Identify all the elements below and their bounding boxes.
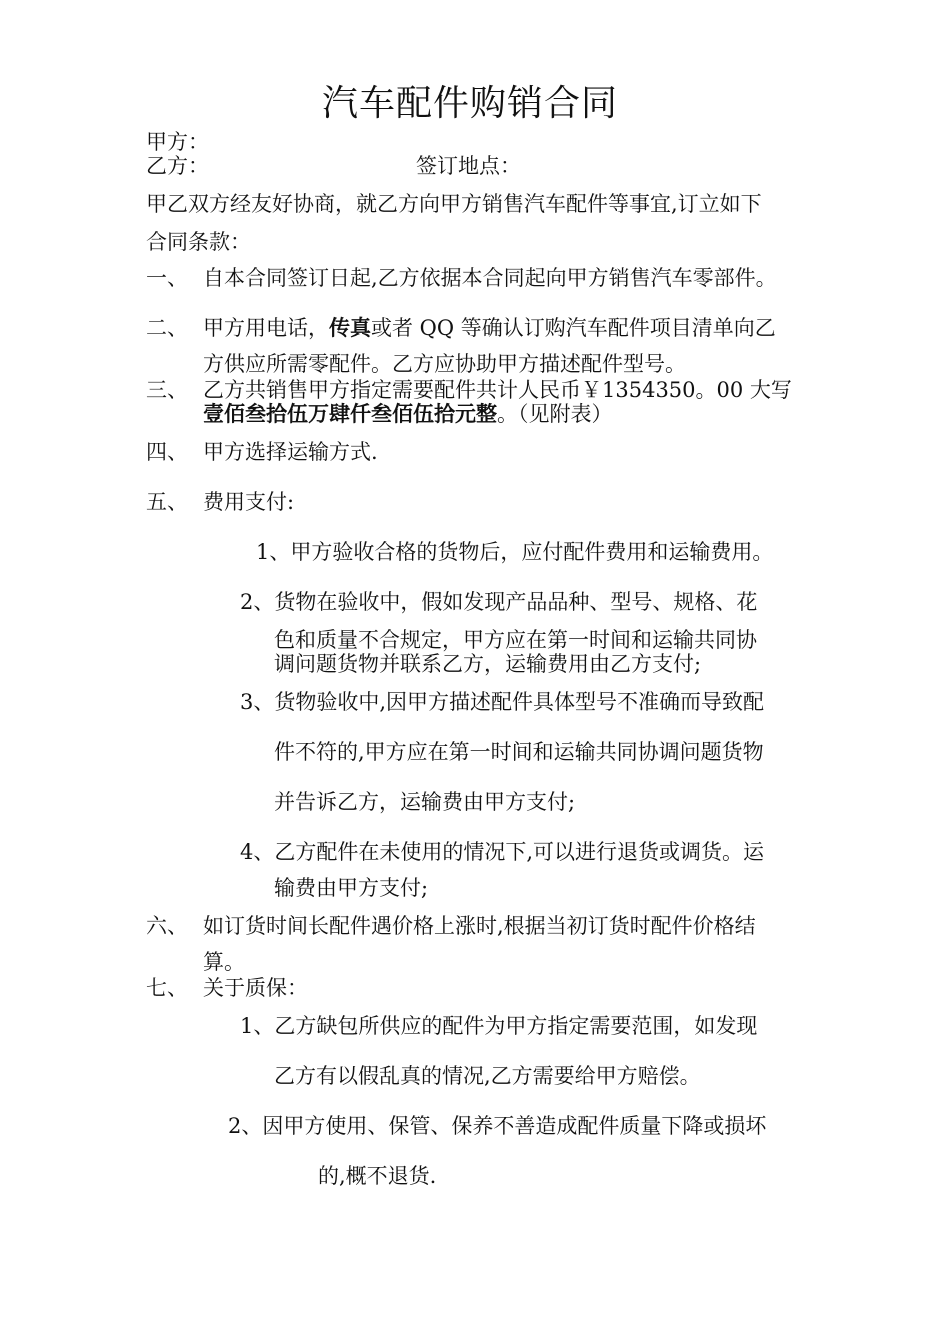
clause-5-item-3-line-3: 并告诉乙方，运输费由甲方支付;	[274, 790, 576, 814]
clause-5-number: 五、	[146, 490, 188, 514]
clause-3-line-2	[203, 402, 613, 426]
clause-5-item-3-line-2: 件不符的,甲方应在第一时间和运输共同协调问题货物	[274, 740, 764, 764]
clause-5-item-4-line-1: 4、乙方配件在未使用的情况下,可以进行退货或调货。运	[240, 840, 765, 864]
clause-3-amount-words: 壹佰叁拾伍万肆仟叁佰伍拾元整	[203, 401, 497, 426]
intro-line-2: 合同条款：	[146, 230, 251, 254]
clause-5-item-2-line-3: 调问题货物并联系乙方，运输费用由乙方支付;	[274, 652, 702, 676]
clause-2-line-1	[203, 316, 776, 340]
clause-5-item-3-line-1: 3、货物验收中,因甲方描述配件具体型号不准确而导致配	[240, 690, 765, 714]
clause-2-line-2: 方供应所需零配件。乙方应协助甲方描述配件型号。	[203, 352, 686, 376]
clause-1-text: 自本合同签订日起,乙方依据本合同起向甲方销售汽车零部件。	[203, 266, 777, 290]
clause-7-item-2-line-2: 的,概不退货.	[318, 1164, 437, 1188]
clause-2-post: 或者 QQ 等确认订购汽车配件项目清单向乙	[371, 316, 776, 340]
clause-6-number: 六、	[146, 914, 188, 938]
clause-7-item-2-line-1: 2、因甲方使用、保管、保养不善造成配件质量下降或损坏	[228, 1114, 767, 1138]
clause-3-number: 三、	[146, 378, 188, 402]
party-b-label: 乙方：	[146, 154, 209, 178]
clause-2-number: 二、	[146, 316, 188, 340]
clause-1-number: 一、	[146, 266, 188, 290]
clause-2-pre: 甲方用电话，	[203, 316, 329, 340]
clause-5-text: 费用支付:	[203, 490, 295, 514]
clause-5-item-4-line-2: 输费由甲方支付;	[274, 876, 429, 900]
page-title: 汽车配件购销合同	[322, 83, 619, 124]
clause-6-line-1: 如订货时间长配件遇价格上涨时,根据当初订货时配件价格结	[203, 914, 756, 938]
clause-3-post: 。（见附表）	[497, 402, 613, 426]
clause-7-text: 关于质保：	[203, 976, 308, 1000]
intro-line-1: 甲乙双方经友好协商，就乙方向甲方销售汽车配件等事宜,订立如下	[146, 192, 762, 216]
clause-5-item-2-line-2: 色和质量不合规定，甲方应在第一时间和运输共同协	[274, 628, 757, 652]
clause-6-line-2: 算。	[203, 950, 245, 974]
clause-4-number: 四、	[146, 440, 188, 464]
clause-5-item-2-line-1: 2、货物在验收中，假如发现产品品种、型号、规格、花	[240, 590, 758, 614]
clause-2-bold-fax: 传真	[329, 315, 371, 340]
clause-3-line-1: 乙方共销售甲方指定需要配件共计人民币￥1354350。00 大写	[203, 378, 792, 402]
clause-4-text: 甲方选择运输方式.	[203, 440, 378, 464]
clause-7-number: 七、	[146, 976, 188, 1000]
party-a-label: 甲方：	[146, 130, 209, 154]
clause-5-item-1: 1、甲方验收合格的货物后，应付配件费用和运输费用。	[256, 540, 774, 564]
clause-7-item-1-line-2: 乙方有以假乱真的情况,乙方需要给甲方赔偿。	[274, 1064, 701, 1088]
sign-place-label: 签订地点：	[416, 154, 521, 178]
clause-7-item-1-line-1: 1、乙方缺包所供应的配件为甲方指定需要范围，如发现	[240, 1014, 758, 1038]
